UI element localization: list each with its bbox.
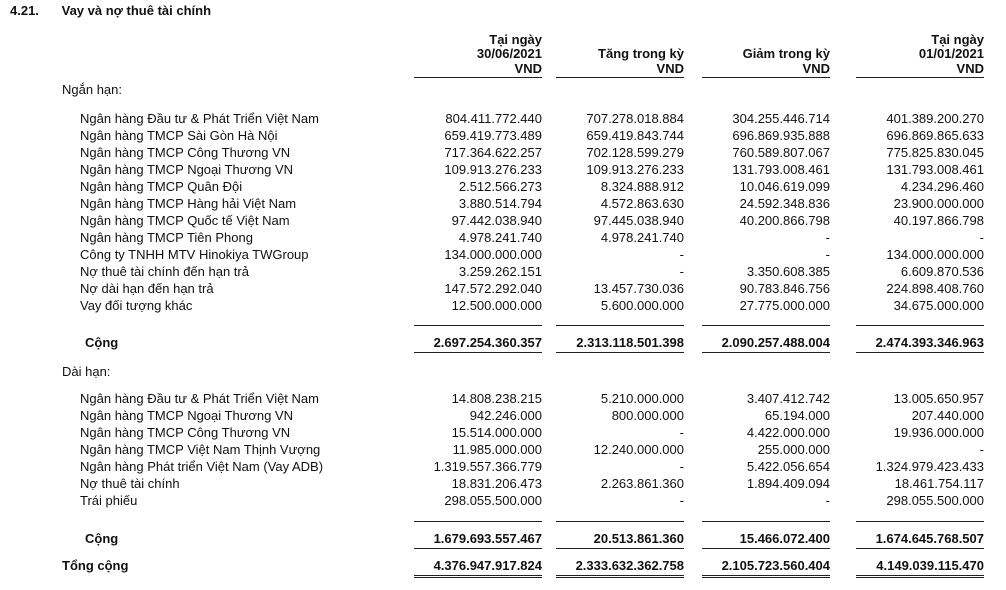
section-number: 4.21.: [10, 3, 39, 18]
row-label: Ngân hàng TMCP Công Thương VN: [80, 145, 291, 160]
row-label: Ngân hàng Đầu tư & Phát Triển Việt Nam: [80, 391, 319, 406]
cell-value: 2.333.632.362.758: [556, 557, 684, 578]
table-row: [0, 297, 1006, 314]
table-row: [0, 161, 1006, 178]
cell-value: -: [679, 459, 684, 474]
table-row: [0, 246, 1006, 263]
rule: [556, 325, 684, 326]
cell-value: 304.255.446.714: [732, 111, 830, 126]
cell-value: 23.900.000.000: [893, 196, 984, 211]
column-header-line1: Tại ngày: [489, 32, 542, 47]
column-header-closing: [414, 33, 542, 78]
cell-value: 19.936.000.000: [893, 425, 984, 440]
cell-value: 659.419.773.489: [444, 128, 542, 143]
table-row: [0, 212, 1006, 229]
cell-value: 147.572.292.040: [444, 281, 542, 296]
long-term-label: Dài hạn:: [62, 364, 111, 379]
row-label: Nợ dài hạn đến hạn trả: [80, 281, 214, 296]
row-label: Trái phiếu: [80, 493, 138, 508]
table-row: [0, 458, 1006, 475]
cell-value: 13.457.730.036: [593, 281, 684, 296]
table-row: [0, 144, 1006, 161]
cell-value: 15.466.072.400: [702, 530, 830, 549]
row-label: Ngân hàng Đầu tư & Phát Triển Việt Nam: [80, 111, 319, 126]
column-header-unit: VND: [702, 62, 830, 78]
cell-value: 4.978.241.740: [600, 230, 684, 245]
table-row: [0, 178, 1006, 195]
cell-value: -: [825, 493, 830, 508]
cell-value: 760.589.807.067: [732, 145, 830, 160]
cell-value: 131.793.008.461: [732, 162, 830, 177]
cell-value: 97.442.038.940: [451, 213, 542, 228]
cell-value: 775.825.830.045: [886, 145, 984, 160]
column-header-unit: VND: [414, 62, 542, 78]
table-row: [0, 424, 1006, 441]
cell-value: 40.197.866.798: [893, 213, 984, 228]
rule: [702, 521, 830, 522]
column-header-line1: Tại ngày: [931, 32, 984, 47]
cell-value: 2.313.118.501.398: [556, 334, 684, 353]
table-row: [0, 229, 1006, 246]
column-header-unit: VND: [556, 62, 684, 78]
cell-value: 27.775.000.000: [739, 298, 830, 313]
row-label: Ngân hàng TMCP Việt Nam Thịnh Vượng: [80, 442, 321, 457]
cell-value: 4.149.039.115.470: [856, 557, 984, 578]
cell-value: 24.592.348.836: [739, 196, 830, 211]
cell-value: 3.350.608.385: [746, 264, 830, 279]
cell-value: 2.512.566.273: [458, 179, 542, 194]
column-header-line1: [556, 33, 684, 47]
cell-value: 2.263.861.360: [600, 476, 684, 491]
row-label: Ngân hàng TMCP Công Thương VN: [80, 425, 291, 440]
cell-value: 109.913.276.233: [444, 162, 542, 177]
cell-value: 298.055.500.000: [886, 493, 984, 508]
cell-value: 65.194.000: [764, 408, 830, 423]
row-label: Ngân hàng TMCP Quốc tế Việt Nam: [80, 213, 290, 228]
cell-value: 40.200.866.798: [739, 213, 830, 228]
cell-value: 134.000.000.000: [444, 247, 542, 262]
cell-value: 696.869.935.888: [732, 128, 830, 143]
column-header-increase: [556, 33, 684, 78]
cell-value: 2.474.393.346.963: [856, 334, 984, 353]
column-header-line2: Tăng trong kỳ: [598, 46, 684, 61]
table-row: [0, 195, 1006, 212]
cell-value: -: [679, 425, 684, 440]
cell-value: 18.461.754.117: [894, 476, 984, 491]
cell-value: 707.278.018.884: [586, 111, 684, 126]
cell-value: 207.440.000: [911, 408, 984, 423]
cell-value: 97.445.038.940: [593, 213, 684, 228]
rule: [702, 325, 830, 326]
cell-value: 10.046.619.099: [739, 179, 830, 194]
cell-value: -: [979, 230, 984, 245]
row-label: Ngân hàng TMCP Tiên Phong: [80, 230, 253, 245]
cell-value: 13.005.650.957: [893, 391, 984, 406]
column-header-line1: [702, 33, 830, 47]
cell-value: -: [825, 230, 830, 245]
rule: [414, 325, 542, 326]
section-heading: Vay và nợ thuê tài chính: [61, 3, 212, 18]
short-term-label: Ngắn hạn:: [62, 82, 122, 97]
column-header-line2: 30/06/2021: [476, 46, 542, 61]
cell-value: 34.675.000.000: [893, 298, 984, 313]
cell-value: 942.246.000: [469, 408, 542, 423]
cell-value: 1.894.409.094: [746, 476, 830, 491]
cell-value: 12.500.000.000: [451, 298, 542, 313]
cell-value: 2.090.257.488.004: [702, 334, 830, 353]
cell-value: 4.234.296.460: [900, 179, 984, 194]
table-row: [0, 441, 1006, 458]
cell-value: 1.319.557.366.779: [433, 459, 542, 474]
cell-value: 1.679.693.557.467: [414, 530, 542, 549]
row-label: Ngân hàng Phát triển Việt Nam (Vay ADB): [80, 459, 324, 474]
cell-value: -: [679, 493, 684, 508]
table-row: [0, 492, 1006, 509]
row-label: Cộng: [85, 335, 119, 350]
cell-value: -: [679, 264, 684, 279]
cell-value: 134.000.000.000: [886, 247, 984, 262]
table-row: [0, 475, 1006, 492]
cell-value: -: [979, 442, 984, 457]
cell-value: 3.407.412.742: [746, 391, 830, 406]
table-row: [0, 407, 1006, 424]
table-row: [0, 390, 1006, 407]
section-title: [10, 3, 211, 18]
cell-value: 659.419.843.744: [586, 128, 684, 143]
long-term-total-row: [0, 530, 1006, 548]
cell-value: 4.422.000.000: [746, 425, 830, 440]
cell-value: -: [679, 247, 684, 262]
cell-value: 4.376.947.917.824: [414, 557, 542, 578]
cell-value: 8.324.888.912: [600, 179, 684, 194]
column-header-line2: 01/01/2021: [918, 46, 984, 61]
cell-value: 696.869.865.633: [886, 128, 984, 143]
cell-value: 18.831.206.473: [451, 476, 542, 491]
row-label: Ngân hàng TMCP Ngoại Thương VN: [80, 162, 294, 177]
cell-value: -: [825, 247, 830, 262]
cell-value: 804.411.772.440: [445, 111, 542, 126]
cell-value: 14.808.238.215: [451, 391, 542, 406]
rule: [414, 521, 542, 522]
row-label: Nợ thuê tài chính đến hạn trả: [80, 264, 249, 279]
cell-value: 15.514.000.000: [451, 425, 542, 440]
short-term-total-row: [0, 334, 1006, 352]
cell-value: 5.210.000.000: [600, 391, 684, 406]
cell-value: 5.600.000.000: [600, 298, 684, 313]
rule: [556, 521, 684, 522]
cell-value: 11.985.000.000: [452, 442, 542, 457]
column-header-line2: Giảm trong kỳ: [742, 46, 830, 61]
row-label: Cộng: [85, 531, 119, 546]
cell-value: 224.898.408.760: [886, 281, 984, 296]
cell-value: 1.674.645.768.507: [856, 530, 984, 549]
cell-value: 800.000.000: [611, 408, 684, 423]
column-header-opening: [856, 33, 984, 78]
cell-value: 20.513.861.360: [556, 530, 684, 549]
cell-value: 717.364.622.257: [444, 145, 542, 160]
row-label: Ngân hàng TMCP Quân Đội: [80, 179, 243, 194]
row-label: Tổng cộng: [62, 558, 129, 573]
cell-value: 2.697.254.360.357: [414, 334, 542, 353]
column-header-unit: VND: [856, 62, 984, 78]
rule: [856, 325, 984, 326]
row-label: Nợ thuê tài chính: [80, 476, 180, 491]
cell-value: 702.128.599.279: [586, 145, 684, 160]
column-header-decrease: [702, 33, 830, 78]
cell-value: 3.880.514.794: [458, 196, 542, 211]
row-label: Ngân hàng TMCP Ngoại Thương VN: [80, 408, 294, 423]
row-label: Ngân hàng TMCP Sài Gòn Hà Nội: [80, 128, 278, 143]
cell-value: 401.389.200.270: [886, 111, 984, 126]
cell-value: 1.324.979.423.433: [875, 459, 984, 474]
row-label: Ngân hàng TMCP Hàng hải Việt Nam: [80, 196, 297, 211]
row-label: Vay đối tượng khác: [80, 298, 193, 313]
cell-value: 4.978.241.740: [458, 230, 542, 245]
grand-total-row: [0, 557, 1006, 575]
table-row: [0, 110, 1006, 127]
cell-value: 255.000.000: [757, 442, 830, 457]
cell-value: 90.783.846.756: [739, 281, 830, 296]
cell-value: 109.913.276.233: [586, 162, 684, 177]
rule: [856, 521, 984, 522]
row-label: Công ty TNHH MTV Hinokiya TWGroup: [80, 247, 309, 262]
cell-value: 4.572.863.630: [600, 196, 684, 211]
cell-value: 5.422.056.654: [746, 459, 830, 474]
cell-value: 12.240.000.000: [593, 442, 684, 457]
table-row: [0, 280, 1006, 297]
cell-value: 6.609.870.536: [900, 264, 984, 279]
table-row: [0, 127, 1006, 144]
cell-value: 2.105.723.560.404: [702, 557, 830, 578]
cell-value: 131.793.008.461: [886, 162, 984, 177]
table-row: [0, 263, 1006, 280]
cell-value: 298.055.500.000: [444, 493, 542, 508]
cell-value: 3.259.262.151: [458, 264, 542, 279]
